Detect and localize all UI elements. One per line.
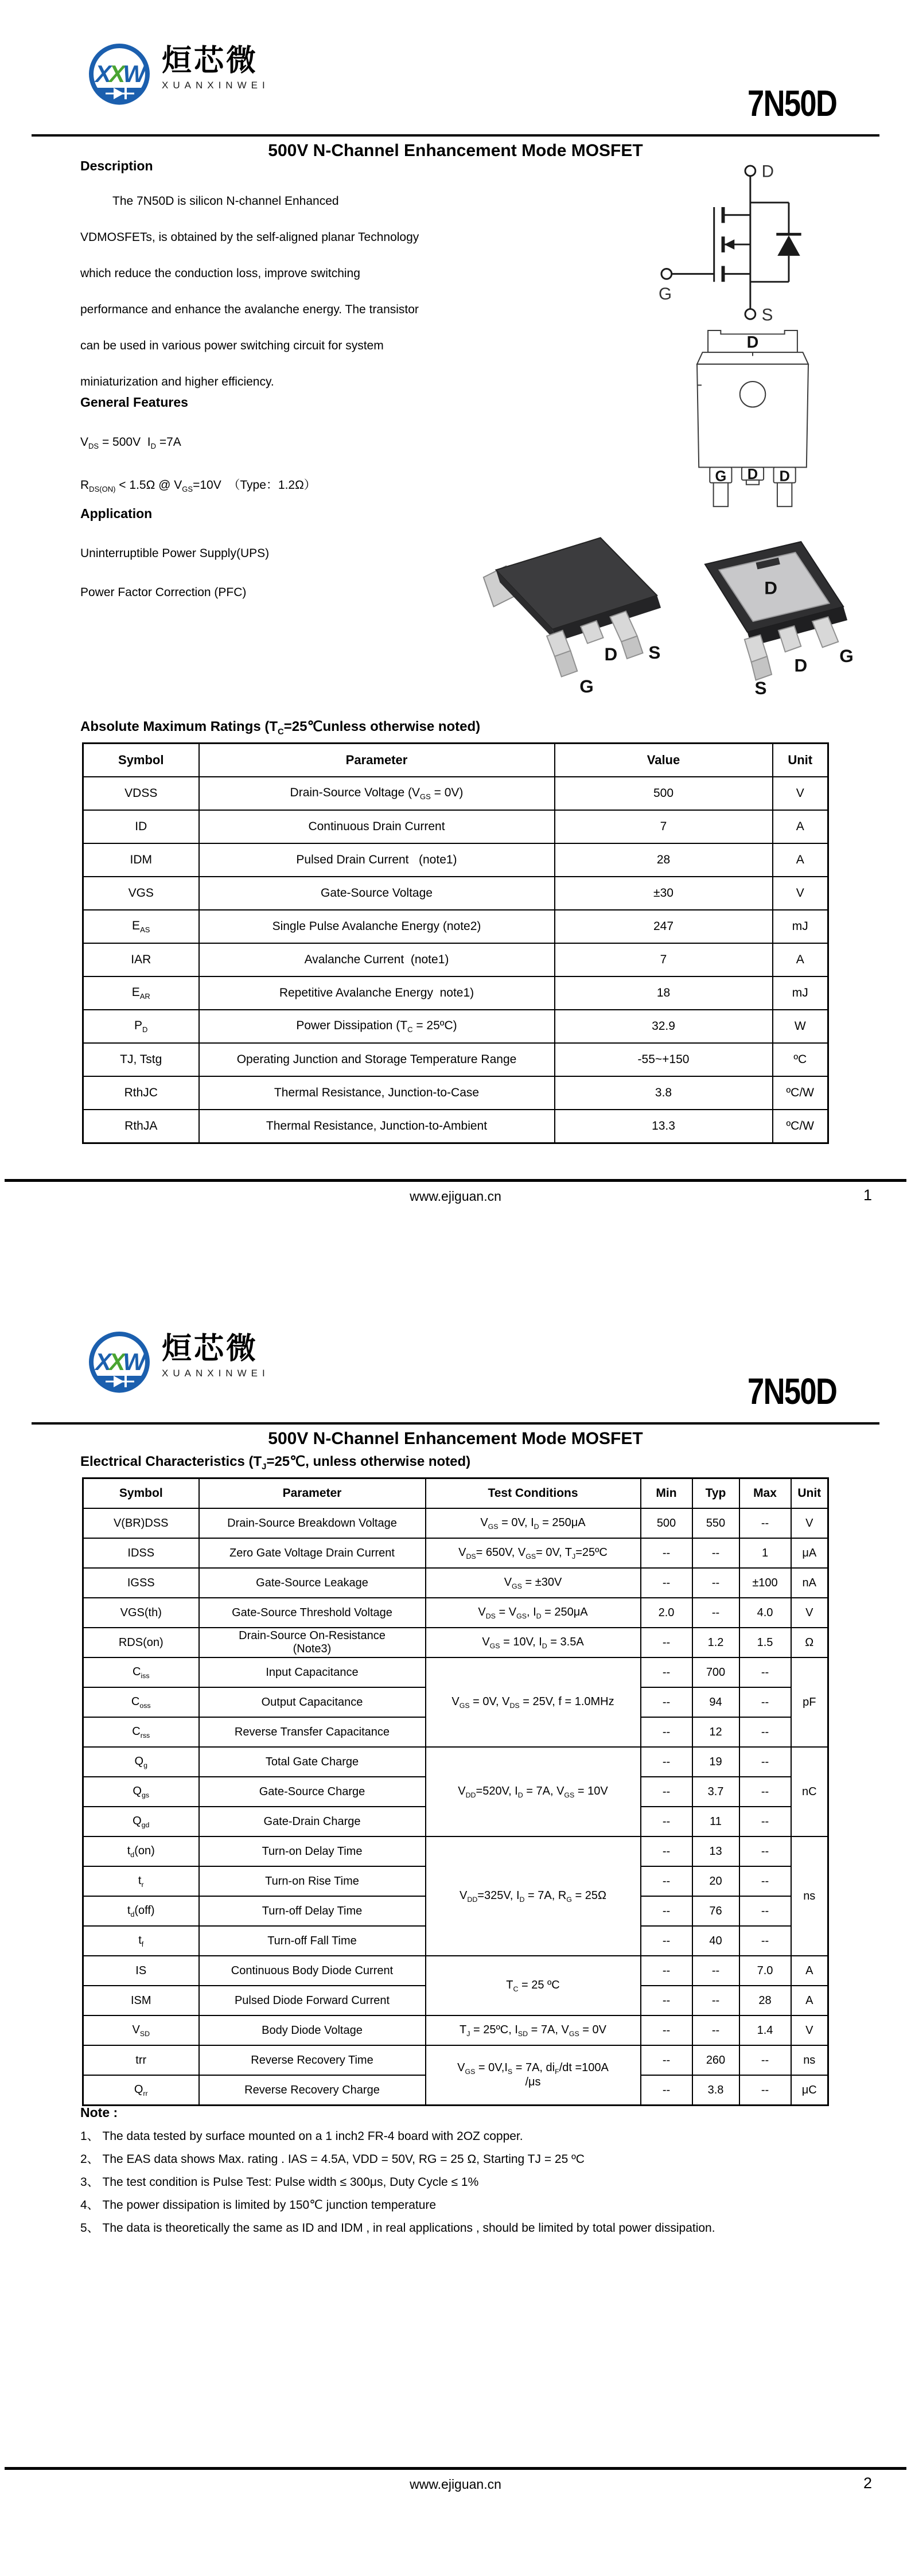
cell-conditions: $V_{DD}=520V$, $I_D = 7A$, $V_{GS} = 10V$	[426, 1747, 641, 1836]
description-heading: Description	[80, 158, 153, 173]
outline-pin2-label: D	[747, 466, 758, 483]
cell-symbol: $Q_{gd}$	[83, 1807, 199, 1836]
footer-rule	[5, 1179, 906, 1182]
company-logo	[85, 40, 270, 110]
cell-typ: 550	[692, 1508, 739, 1538]
abs-col-symbol: Symbol	[83, 744, 199, 777]
cell-min: --	[641, 1956, 692, 1986]
cell-min: --	[641, 1896, 692, 1926]
cell-parameter: Gate-Source Voltage	[199, 877, 555, 910]
cell-unit: A	[773, 843, 828, 877]
abs-col-unit: Unit	[773, 744, 828, 777]
cell-min: 500	[641, 1508, 692, 1538]
cell-parameter: Repetitive Avalanche Energy note1)	[199, 976, 555, 1010]
footer-website: www.ejiguan.cn	[410, 2477, 501, 2492]
cell-value: 28	[555, 843, 773, 877]
cell-min: --	[641, 1538, 692, 1568]
svg-text:XXW: XXW	[95, 1348, 143, 1375]
cell-max: --	[739, 1717, 791, 1747]
cell-value: 32.9	[555, 1010, 773, 1043]
note-item: 4、 The power dissipation is limited by 150℃ junction temperature	[80, 2198, 437, 2212]
cell-min: --	[641, 1657, 692, 1687]
note-item: 1、 The data tested by surface mounted on a 1 inch2 FR-4 board with 2OZ copper.	[80, 2130, 523, 2143]
abs-col-parameter: Parameter	[199, 744, 555, 777]
cell-symbol: $t_d(off)$	[83, 1896, 199, 1926]
cell-min: --	[641, 1926, 692, 1956]
pkg3d-right-pad-label: D	[764, 577, 778, 598]
cell-max: --	[739, 2075, 791, 2106]
table-row	[83, 1076, 828, 1110]
cell-symbol: VGS	[83, 877, 199, 910]
note-item: 2、 The EAS data shows Max. rating . IAS = 4.5A, VDD = 50V, RG = 25 Ω, Starting TJ = 25 ºC	[80, 2153, 585, 2166]
cell-max: --	[739, 1866, 791, 1896]
cell-value: 18	[555, 976, 773, 1010]
note-item: 3、 The test condition is Pulse Test: Pulse width ≤ 300μs, Duty Cycle ≤ 1%	[80, 2176, 479, 2189]
cell-symbol: V(BR)DSS	[83, 1508, 199, 1538]
cell-min: --	[641, 1807, 692, 1836]
ec-col-conditions: Test Conditions	[426, 1478, 641, 1509]
cell-parameter: Gate-Drain Charge	[199, 1807, 426, 1836]
cell-unit: nC	[791, 1747, 828, 1836]
cell-parameter: Continuous Body Diode Current	[199, 1956, 426, 1986]
cell-symbol: IDM	[83, 843, 199, 877]
package-3d-front	[484, 538, 661, 696]
company-name-cn: 烜芯微	[162, 44, 259, 78]
cell-unit: μC	[791, 2075, 828, 2106]
cell-min: --	[641, 1986, 692, 2015]
abs-header-row	[83, 744, 828, 777]
cell-unit: pF	[791, 1657, 828, 1747]
page-2	[0, 1288, 911, 2576]
table-row	[83, 1598, 828, 1628]
cell-min: --	[641, 1687, 692, 1717]
description-line: VDMOSFETs, is obtained by the self-aligned planar Technology	[80, 231, 419, 244]
note-item: 5、 The data is theoretically the same as ID and IDM , in real applications , should be limited by total power dissipation.	[80, 2221, 715, 2235]
cell-conditions: $V_{DD}=325V$, $I_D = 7A$, $R_G = 25\Omega$	[426, 1836, 641, 1956]
cell-symbol: $V_{SD}$	[83, 2015, 199, 2045]
table-row	[83, 1508, 828, 1538]
cell-conditions: $V_{GS} = 0V$, $V_{DS} = 25V$, f = 1.0MHz	[426, 1657, 641, 1747]
cell-unit: mJ	[773, 976, 828, 1010]
cell-max: 28	[739, 1986, 791, 2015]
cell-parameter: Total Gate Charge	[199, 1747, 426, 1777]
cell-typ: --	[692, 1956, 739, 1986]
cell-min: --	[641, 1717, 692, 1747]
outline-pin3-label: D	[779, 468, 790, 485]
cell-symbol: TJ, Tstg	[83, 1043, 199, 1076]
cell-conditions: $V_{DS} = V_{GS}$, $I_D = 250\mu A$	[426, 1598, 641, 1628]
cell-typ: --	[692, 1568, 739, 1598]
cell-conditions: $V_{GS} = \pm 30V$	[426, 1568, 641, 1598]
company-name-cn: 烜芯微	[162, 1332, 259, 1366]
pkg3d-right-s-label: S	[754, 678, 767, 697]
table-row	[83, 910, 828, 943]
description-line: can be used in various power switching circuit for system	[80, 339, 384, 352]
cell-max: 4.0	[739, 1598, 791, 1628]
cell-value: 7	[555, 810, 773, 843]
cell-parameter: Reverse Recovery Charge	[199, 2075, 426, 2106]
cell-symbol: $C_{oss}$	[83, 1687, 199, 1717]
description-line: which reduce the conduction loss, improve switching	[80, 267, 360, 280]
cell-typ: --	[692, 1598, 739, 1628]
cell-typ: 1.2	[692, 1628, 739, 1657]
cell-unit: ºC/W	[773, 1110, 828, 1143]
cell-unit: V	[791, 2015, 828, 2045]
pkg3d-right-d-label: D	[794, 655, 808, 676]
cell-max: --	[739, 1836, 791, 1866]
cell-max: 7.0	[739, 1956, 791, 1986]
cell-symbol: $t_r$	[83, 1866, 199, 1896]
cell-typ: 19	[692, 1747, 739, 1777]
cell-symbol: IGSS	[83, 1568, 199, 1598]
cell-min: --	[641, 1836, 692, 1866]
table-row	[83, 1956, 828, 1986]
cell-min: 2.0	[641, 1598, 692, 1628]
ec-col-typ: Typ	[692, 1478, 739, 1509]
cell-unit: A	[791, 1956, 828, 1986]
table-row	[83, 1010, 828, 1043]
cell-parameter: Drain-Source On-Resistance (Note3)	[199, 1628, 426, 1657]
table-row	[83, 976, 828, 1010]
cell-unit: V	[773, 777, 828, 810]
table-row	[83, 877, 828, 910]
cell-value: -55~+150	[555, 1043, 773, 1076]
cell-parameter: Pulsed Diode Forward Current	[199, 1986, 426, 2015]
cell-parameter: Thermal Resistance, Junction-to-Case	[199, 1076, 555, 1110]
cell-symbol: $Q_{rr}$	[83, 2075, 199, 2106]
description-line: performance and enhance the avalanche energy. The transistor	[80, 303, 419, 316]
application-heading: Application	[80, 506, 153, 521]
cell-min: --	[641, 1747, 692, 1777]
cell-symbol: IAR	[83, 943, 199, 976]
part-number: 7N50D	[747, 1371, 836, 1412]
description-text	[80, 183, 528, 400]
cell-max: 1	[739, 1538, 791, 1568]
cell-symbol: $C_{rss}$	[83, 1717, 199, 1747]
cell-unit: W	[773, 1010, 828, 1043]
cell-parameter: Gate-Source Threshold Voltage	[199, 1598, 426, 1628]
ec-col-min: Min	[641, 1478, 692, 1509]
cell-unit: mJ	[773, 910, 828, 943]
mosfet-symbol-diagram	[653, 163, 836, 333]
table-row	[83, 1568, 828, 1598]
cell-symbol: $Q_{gs}$	[83, 1777, 199, 1807]
cell-max: --	[739, 1747, 791, 1777]
cell-typ: 700	[692, 1657, 739, 1687]
cell-max: --	[739, 1807, 791, 1836]
symbol-drain-label: D	[761, 163, 774, 181]
description-line: The 7N50D is silicon N-channel Enhanced	[112, 194, 339, 208]
cell-min: --	[641, 1568, 692, 1598]
cell-unit: A	[791, 1986, 828, 2015]
company-name-en: XUANXINWEI	[162, 80, 270, 91]
cell-typ: 94	[692, 1687, 739, 1717]
table-row	[83, 1043, 828, 1076]
device-subtitle: 500V N-Channel Enhancement Mode MOSFET	[268, 141, 643, 160]
cell-conditions: $T_J$ = 25ºC, $I_{SD} = 7A$, $V_{GS} = 0V$	[426, 2015, 641, 2045]
cell-min: --	[641, 2015, 692, 2045]
cell-parameter: Avalanche Current (note1)	[199, 943, 555, 976]
cell-symbol: $t_f$	[83, 1926, 199, 1956]
cell-symbol: IS	[83, 1956, 199, 1986]
abs-max-title: Absolute Maximum Ratings ($T_C=25℃unless$ otherwise noted)	[80, 719, 481, 737]
table-row	[83, 2045, 828, 2075]
cell-parameter: Pulsed Drain Current (note1)	[199, 843, 555, 877]
cell-value: 7	[555, 943, 773, 976]
cell-symbol: VDSS	[83, 777, 199, 810]
cell-parameter: Turn-on Rise Time	[199, 1866, 426, 1896]
feature-line: $R_{DS(ON)} < 1.5\Omega$ @ $V_{GS}=10V$ （Type：1.2Ω）	[80, 478, 316, 494]
page-number: 1	[863, 1186, 872, 1204]
cell-typ: 20	[692, 1866, 739, 1896]
cell-parameter: Operating Junction and Storage Temperature Range	[199, 1043, 555, 1076]
cell-symbol: $C_{iss}$	[83, 1657, 199, 1687]
company-name	[162, 40, 270, 91]
ec-col-max: Max	[739, 1478, 791, 1509]
ec-col-parameter: Parameter	[199, 1478, 426, 1509]
cell-min: --	[641, 2045, 692, 2075]
cell-unit: Ω	[791, 1628, 828, 1657]
cell-unit: ns	[791, 2045, 828, 2075]
cell-conditions: $V_{GS} = 0V$, $I_D = 250\mu A$	[426, 1508, 641, 1538]
table-row	[83, 1538, 828, 1568]
electrical-characteristics-table	[82, 1477, 829, 2106]
footer-website: www.ejiguan.cn	[410, 1189, 501, 1204]
cell-symbol: VGS(th)	[83, 1598, 199, 1628]
cell-max: ±100	[739, 1568, 791, 1598]
cell-conditions: $V_{GS} = 10V$, $I_D = 3.5A$	[426, 1628, 641, 1657]
table-row	[83, 1747, 828, 1777]
cell-typ: 3.8	[692, 2075, 739, 2106]
cell-typ: --	[692, 1986, 739, 2015]
cell-value: 3.8	[555, 1076, 773, 1110]
cell-min: --	[641, 2075, 692, 2106]
package-3d-back	[705, 542, 854, 697]
cell-typ: 260	[692, 2045, 739, 2075]
cell-parameter: Gate-Source Charge	[199, 1777, 426, 1807]
device-subtitle: 500V N-Channel Enhancement Mode MOSFET	[268, 1429, 643, 1448]
cell-parameter: Turn-off Delay Time	[199, 1896, 426, 1926]
cell-max: 1.4	[739, 2015, 791, 2045]
cell-symbol: trr	[83, 2045, 199, 2075]
xxw-logo-icon	[85, 1328, 154, 1398]
cell-typ: --	[692, 2015, 739, 2045]
cell-max: --	[739, 1508, 791, 1538]
cell-parameter: Thermal Resistance, Junction-to-Ambient	[199, 1110, 555, 1143]
cell-typ: 76	[692, 1896, 739, 1926]
cell-unit: ºC/W	[773, 1076, 828, 1110]
cell-parameter: Single Pulse Avalanche Energy (note2)	[199, 910, 555, 943]
cell-unit: μA	[791, 1538, 828, 1568]
general-features-heading: General Features	[80, 395, 188, 410]
cell-unit: A	[773, 943, 828, 976]
cell-unit: A	[773, 810, 828, 843]
cell-typ: 13	[692, 1836, 739, 1866]
table-row	[83, 943, 828, 976]
cell-parameter: Drain-Source Breakdown Voltage	[199, 1508, 426, 1538]
table-row	[83, 2015, 828, 2045]
cell-symbol: ID	[83, 810, 199, 843]
cell-parameter: Zero Gate Voltage Drain Current	[199, 1538, 426, 1568]
cell-max: --	[739, 1896, 791, 1926]
cell-symbol: $P_D$	[83, 1010, 199, 1043]
cell-typ: 40	[692, 1926, 739, 1956]
cell-unit: ns	[791, 1836, 828, 1956]
electrical-characteristics-title: Electrical Characteristics ($T_J=25℃$, unless otherwise noted)	[80, 1454, 471, 1472]
xxw-logo-icon	[85, 40, 154, 110]
svg-text:XXW: XXW	[95, 60, 143, 87]
cell-max: --	[739, 1777, 791, 1807]
cell-value: 500	[555, 777, 773, 810]
cell-parameter: Reverse Recovery Time	[199, 2045, 426, 2075]
cell-unit: V	[773, 877, 828, 910]
notes-section	[80, 2105, 849, 2240]
cell-max: --	[739, 1926, 791, 1956]
notes-heading: Note :	[80, 2105, 118, 2120]
cell-max: --	[739, 2045, 791, 2075]
symbol-gate-label: G	[659, 284, 672, 303]
application-item: Uninterruptible Power Supply(UPS)	[80, 547, 270, 560]
header-rule	[32, 134, 879, 137]
table-row	[83, 1628, 828, 1657]
ec-col-unit: Unit	[791, 1478, 828, 1509]
cell-value: 13.3	[555, 1110, 773, 1143]
cell-symbol: $E_{AR}$	[83, 976, 199, 1010]
cell-parameter: Input Capacitance	[199, 1657, 426, 1687]
page-number: 2	[863, 2474, 872, 2492]
cell-parameter: Continuous Drain Current	[199, 810, 555, 843]
cell-parameter: Output Capacitance	[199, 1687, 426, 1717]
company-name	[162, 1328, 270, 1379]
pkg3d-left-s-label: S	[648, 642, 661, 663]
part-number: 7N50D	[747, 83, 836, 124]
cell-min: --	[641, 1777, 692, 1807]
pkg3d-right-g-label: G	[839, 645, 854, 666]
cell-value: ±30	[555, 877, 773, 910]
abs-max-table	[82, 742, 829, 1144]
ec-col-symbol: Symbol	[83, 1478, 199, 1509]
cell-parameter: Body Diode Voltage	[199, 2015, 426, 2045]
table-row	[83, 777, 828, 810]
outline-pin1-label: G	[715, 468, 727, 485]
table-row	[83, 1836, 828, 1866]
cell-symbol: $E_{AS}$	[83, 910, 199, 943]
cell-symbol: $t_d(on)$	[83, 1836, 199, 1866]
cell-parameter: Turn-on Delay Time	[199, 1836, 426, 1866]
package-outline-drawing	[661, 326, 844, 508]
cell-max: 1.5	[739, 1628, 791, 1657]
cell-symbol: IDSS	[83, 1538, 199, 1568]
abs-col-value: Value	[555, 744, 773, 777]
symbol-source-label: S	[761, 305, 773, 325]
cell-parameter: Turn-off Fall Time	[199, 1926, 426, 1956]
cell-value: 247	[555, 910, 773, 943]
cell-conditions: $V_{GS} = 0V,I_S = 7A$, $di_F/dt =100A$ /μs	[426, 2045, 641, 2106]
feature-line: $V_{DS} = 500V$ $I_D =7A$	[80, 435, 181, 451]
cell-conditions: $V_{DS}= 650V$, $V_{GS}= 0V$, $T_J=25ºC$	[426, 1538, 641, 1568]
cell-max: --	[739, 1657, 791, 1687]
cell-typ: 3.7	[692, 1777, 739, 1807]
cell-unit: V	[791, 1598, 828, 1628]
cell-parameter: Gate-Source Leakage	[199, 1568, 426, 1598]
cell-parameter: Reverse Transfer Capacitance	[199, 1717, 426, 1747]
cell-typ: 12	[692, 1717, 739, 1747]
cell-unit: V	[791, 1508, 828, 1538]
cell-symbol: RDS(on)	[83, 1628, 199, 1657]
ec-header-row	[83, 1478, 828, 1509]
cell-symbol: ISM	[83, 1986, 199, 2015]
table-row	[83, 843, 828, 877]
cell-typ: --	[692, 1538, 739, 1568]
table-row	[83, 1657, 828, 1687]
cell-typ: 11	[692, 1807, 739, 1836]
cell-parameter: Power Dissipation ($T_C$ = 25ºC)	[199, 1010, 555, 1043]
pkg3d-left-g-label: G	[579, 676, 594, 697]
table-row	[83, 1110, 828, 1143]
cell-unit: ºC	[773, 1043, 828, 1076]
description-section	[80, 158, 528, 400]
outline-tab-label: D	[746, 333, 759, 352]
cell-symbol: RthJA	[83, 1110, 199, 1143]
cell-symbol: RthJC	[83, 1076, 199, 1110]
cell-conditions: $T_C = 25$ ºC	[426, 1956, 641, 2015]
application-item: Power Factor Correction (PFC)	[80, 586, 247, 599]
description-line: miniaturization and higher efficiency.	[80, 375, 274, 388]
company-logo	[85, 1328, 270, 1398]
cell-unit: nA	[791, 1568, 828, 1598]
cell-parameter: Drain-Source Voltage $(V_{GS} = 0V)$	[199, 777, 555, 810]
cell-symbol: $Q_g$	[83, 1747, 199, 1777]
table-row	[83, 810, 828, 843]
pkg3d-left-d-label: D	[604, 643, 618, 664]
package-3d-images	[459, 511, 866, 697]
general-features-section	[80, 395, 528, 493]
footer-rule	[5, 2467, 906, 2470]
cell-min: --	[641, 1866, 692, 1896]
company-name-en: XUANXINWEI	[162, 1368, 270, 1379]
header-rule	[32, 1422, 879, 1425]
cell-min: --	[641, 1628, 692, 1657]
cell-max: --	[739, 1687, 791, 1717]
